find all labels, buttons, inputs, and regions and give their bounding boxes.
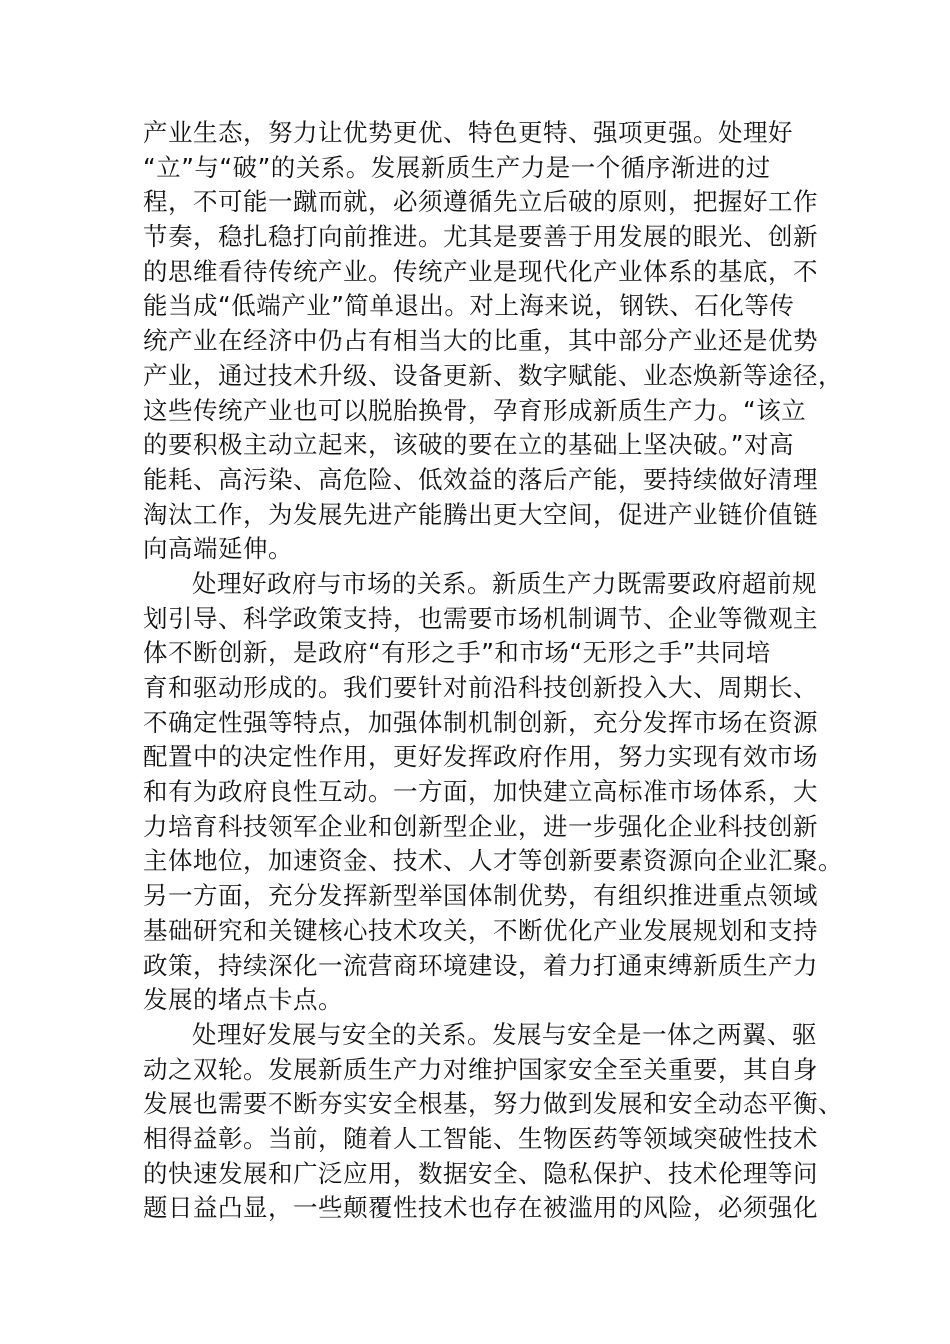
text-line: 的快速发展和广泛应用，数据安全、隐私保护、技术伦理等问 <box>143 1158 818 1188</box>
text-line: 政策，持续深化一流营商环境建设，着力打通束缚新质生产力 <box>143 950 818 980</box>
text-line: 发展也需要不断夯实安全根基，努力做到发展和安全动态平衡、 <box>143 1089 843 1119</box>
text-line: 的思维看待传统产业。传统产业是现代化产业体系的基底，不 <box>143 256 818 286</box>
text-line: 能耗、高污染、高危险、低效益的落后产能，要持续做好清理 <box>143 464 818 494</box>
body-text <box>143 116 843 1226</box>
text-line: 动之双轮。发展新质生产力对维护国家安全至关重要，其自身 <box>143 1054 818 1084</box>
text-line: 淘汰工作，为发展先进产能腾出更大空间，促进产业链价值链 <box>143 499 818 529</box>
text-line: 另一方面，充分发挥新型举国体制优势，有组织推进重点领域 <box>143 881 818 911</box>
text-line: 能当成“低端产业”简单退出。对上海来说，钢铁、石化等传 <box>143 291 795 321</box>
text-line: 和有为政府良性互动。一方面，加快建立高标准市场体系，大 <box>143 777 818 807</box>
text-line: 育和驱动形成的。我们要针对前沿科技创新投入大、周期长、 <box>143 673 818 702</box>
paragraph-start-line: 处理好发展与安全的关系。发展与安全是一体之两翼、驱 <box>192 1019 817 1049</box>
text-line: 题日益凸显，一些颠覆性技术也存在被滥用的风险，必须强化 <box>143 1193 818 1223</box>
text-line: 产业生态，努力让优势更优、特色更特、强项更强。处理好 <box>143 118 793 147</box>
text-line: 基础研究和关键核心技术攻关，不断优化产业发展规划和支持 <box>143 915 818 945</box>
text-line: 产业，通过技术升级、设备更新、数字赋能、业态焕新等途径， <box>143 360 843 390</box>
paragraph-start-line: 处理好政府与市场的关系。新质生产力既需要政府超前规 <box>192 568 817 598</box>
text-line: 统产业在经济中仍占有相当大的比重，其中部分产业还是优势 <box>143 326 818 356</box>
text-line: “立”与“破”的关系。发展新质生产力是一个循序渐进的过 <box>143 152 771 182</box>
text-line: 不确定性强等特点，加强体制机制创新，充分发挥市场在资源 <box>143 707 818 737</box>
text-line: 的要积极主动立起来，该破的要在立的基础上坚决破。”对高 <box>143 430 794 460</box>
text-line: 发展的堵点卡点。 <box>143 985 343 1015</box>
text-line: 划引导、科学政策支持，也需要市场机制调节、企业等微观主 <box>143 603 818 633</box>
text-line: 这些传统产业也可以脱胎换骨，孕育形成新质生产力。“该立 <box>143 395 807 425</box>
text-line: 节奏，稳扎稳打向前推进。尤其是要善于用发展的眼光、创新 <box>143 222 818 252</box>
text-line: 力培育科技领军企业和创新型企业，进一步强化企业科技创新 <box>143 811 818 841</box>
text-line: 配置中的决定性作用，更好发挥政府作用，努力实现有效市场 <box>143 742 818 772</box>
text-line: 程，不可能一蹴而就，必须遵循先立后破的原则，把握好工作 <box>143 187 818 217</box>
text-line: 体不断创新，是政府“有形之手”和市场“无形之手”共同培 <box>143 638 771 668</box>
text-line: 主体地位，加速资金、技术、人才等创新要素资源向企业汇聚。 <box>143 846 843 876</box>
text-line: 向高端延伸。 <box>143 534 293 564</box>
text-line: 相得益彰。当前，随着人工智能、生物医药等领域突破性技术 <box>143 1123 818 1153</box>
